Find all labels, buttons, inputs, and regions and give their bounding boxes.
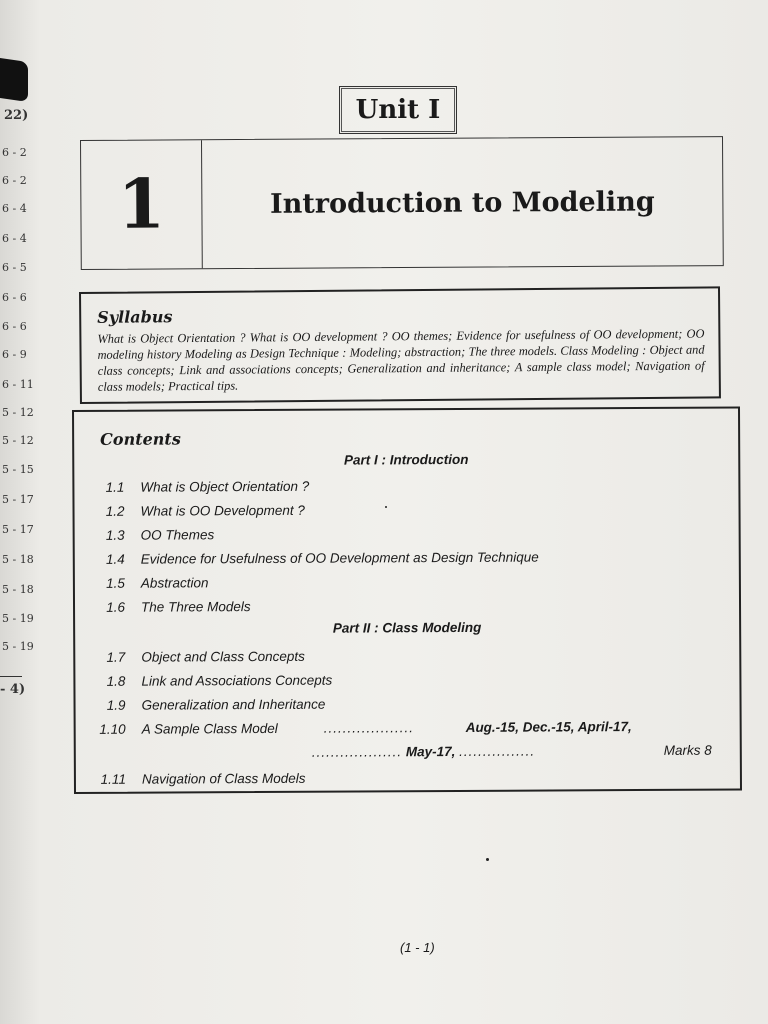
entry-number: 1.2 [105, 503, 125, 519]
chapter-number: 1 [81, 140, 203, 269]
entry-title: Object and Class Concepts [141, 648, 305, 665]
margin-number: 5 - 18 [2, 553, 34, 566]
contents-entry [76, 695, 740, 713]
previous-page-edge [0, 58, 28, 102]
entry-number: 1.10 [99, 721, 126, 737]
contents-entry [75, 525, 739, 543]
part-heading: Part I : Introduction [343, 451, 469, 468]
entry-number: 1.8 [106, 673, 126, 689]
contents-entry [75, 549, 739, 567]
entry-title: A Sample Class Model [141, 720, 278, 737]
margin-number: 5 - 15 [2, 463, 34, 476]
entry-number: 1.11 [100, 771, 126, 787]
margin-number: 6 - 4 [2, 202, 27, 215]
marks-label: Marks 8 [663, 742, 712, 758]
leader-dots: ................... [323, 720, 414, 736]
entry-title: Evidence for Usefulness of OO Development as Design Technique [140, 549, 539, 567]
entry-title: What is Object Orientation ? [140, 478, 310, 495]
contents-entry [75, 597, 739, 615]
exam-dates: Aug.-15, Dec.-15, April-17, [465, 719, 632, 735]
entry-number: 1.9 [106, 697, 126, 713]
contents-entry [75, 573, 739, 591]
margin-number: 5 - 12 [2, 406, 34, 419]
part-heading: Part II : Class Modeling [332, 619, 482, 636]
unit-label-box [339, 86, 457, 134]
margin-number: 6 - 5 [2, 261, 27, 274]
entry-number: 1.5 [106, 575, 125, 591]
unit-label: Unit I [355, 95, 441, 125]
entry-title: Generalization and Inheritance [141, 696, 326, 713]
contents-box [72, 407, 742, 794]
entry-number: 1.4 [105, 551, 125, 567]
entry-title: Abstraction [140, 575, 209, 591]
chapter-header [80, 136, 724, 270]
margin-number: 5 - 19 [2, 640, 34, 653]
exam-dates: May-17, [405, 743, 456, 760]
margin-number: 5 - 17 [2, 523, 34, 536]
margin-number: 6 - 6 [2, 291, 27, 304]
contents-entry [74, 501, 738, 519]
entry-title: The Three Models [140, 599, 251, 615]
entry-title: Link and Associations Concepts [141, 672, 333, 689]
margin-number: 6 - 9 [2, 348, 27, 361]
margin-number: 5 - 19 [2, 612, 34, 625]
print-speck [486, 858, 489, 861]
contents-entry [75, 647, 739, 665]
entry-title: What is OO Development ? [140, 502, 305, 519]
entry-number: 1.3 [105, 527, 125, 543]
entry-number: 1.6 [106, 599, 126, 615]
contents-entry [74, 477, 738, 495]
leader-dots: ................ [459, 743, 536, 759]
margin-page-numbers [0, 100, 34, 700]
margin-number: 5 - 18 [2, 583, 34, 596]
syllabus-box [79, 286, 721, 404]
contents-entry [76, 769, 740, 787]
margin-number: 6 - 4 [2, 232, 27, 245]
margin-number: 5 - 12 [2, 434, 34, 447]
margin-number: 6 - 2 [2, 146, 27, 159]
margin-number: 22) [4, 108, 29, 123]
contents-entry [75, 671, 739, 689]
margin-number: 6 - 11 [2, 378, 34, 391]
leader-dots: ................... [311, 744, 403, 760]
entry-title: OO Themes [140, 527, 215, 543]
margin-rule [0, 676, 22, 677]
contents-heading: Contents [100, 429, 181, 449]
syllabus-text: What is Object Orientation ? What is OO development ? OO themes; Evidence for usefulness of OO development; OO modeling history Modeling as Design Technique : Modeling; abstraction; The three models. Class Modeling : Object and class concepts; Link and associations concepts; Generalization and inheritance; A sample class model; Navigation of class models; Practical tips. [97, 326, 705, 394]
print-speck [385, 506, 387, 508]
margin-number: 5 - 17 [2, 493, 34, 506]
entry-number: 1.7 [106, 649, 126, 665]
exam-dates-line-2 [312, 744, 535, 760]
page-number: (1 - 1) [400, 940, 435, 955]
chapter-title: Introduction to Modeling [270, 185, 655, 220]
entry-number: 1.1 [105, 479, 125, 495]
margin-number: 6 - 6 [2, 320, 27, 333]
entry-title: Navigation of Class Models [141, 770, 306, 787]
margin-number: 6 - 2 [2, 174, 27, 187]
syllabus-heading: Syllabus [97, 307, 173, 327]
margin-number: - 4) [0, 682, 26, 697]
